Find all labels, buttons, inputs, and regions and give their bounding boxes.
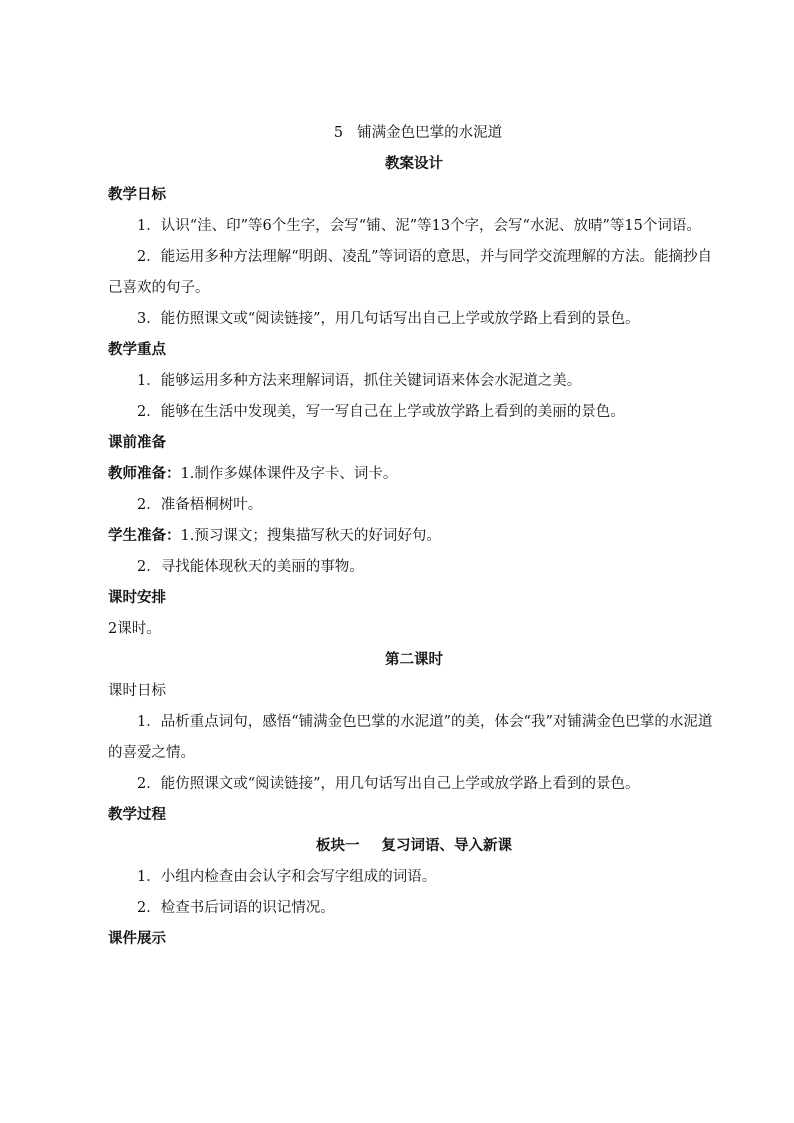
section-heading-courseware: 课件展示 — [108, 931, 166, 947]
document-subtitle: 教案设计 — [385, 156, 443, 172]
lesson-goal-item-1: 1．品析重点词句，感悟“铺满金色巴掌的水泥道”的美，体会“我”对铺满金色巴掌的水泥道的喜爱之情。 — [108, 714, 713, 761]
teacher-prep-line — [108, 459, 720, 490]
section-heading-key-points: 教学重点 — [108, 342, 166, 358]
key-point-item-1: 1．能够运用多种方法来理解词语，抓住关键词语来体会水泥道之美。 — [137, 373, 582, 389]
teacher-prep-item-1: 1.制作多媒体课件及字卡、词卡。 — [180, 466, 398, 482]
section-heading-schedule: 课时安排 — [108, 590, 166, 606]
process-item-1: 1．小组内检查由会认字和会写字组成的词语。 — [137, 869, 437, 885]
student-prep-line — [108, 521, 720, 552]
document-content — [108, 118, 720, 955]
goal-item-3: 3．能仿照课文或“阅读链接”，用几句话写出自己上学或放学路上看到的景色。 — [137, 311, 640, 327]
section-heading-goals: 教学日标 — [108, 187, 166, 203]
block-one-title: 复习词语、导入新课 — [381, 838, 512, 854]
process-item-2: 2．检查书后词语的识记情况。 — [137, 900, 335, 916]
teacher-prep-item-2: 2．准备梧桐树叶。 — [137, 497, 263, 513]
lesson-title-text: 铺满金色巴掌的水泥道 — [357, 125, 503, 141]
section-heading-prep: 课前准备 — [108, 435, 166, 451]
student-prep-item-2: 2．寻找能体现秋天的美丽的事物。 — [137, 559, 364, 575]
lesson-number: 5 — [333, 125, 344, 141]
student-prep-label: 学生准备： — [108, 528, 181, 544]
section-heading-lesson-goals: 课时日标 — [108, 683, 166, 699]
student-prep-item-1: 1.预习课文；搜集描写秋天的好词好句。 — [180, 528, 441, 544]
lesson-heading: 第二课时 — [385, 652, 443, 668]
lesson-title — [108, 118, 720, 149]
teacher-prep-label: 教师准备： — [108, 466, 181, 482]
goal-item-1: 1．认识“洼、印”等6个生字，会写“铺、泥”等13个字，会写“水泥、放晴”等15个词语。 — [137, 218, 701, 234]
block-one-label: 板块一 — [316, 838, 360, 854]
section-heading-process: 教学过程 — [108, 807, 166, 823]
block-one-heading — [108, 831, 720, 862]
lesson-goal-item-2: 2．能仿照课文或“阅读链接”，用几句话写出自己上学或放学路上看到的景色。 — [137, 776, 640, 792]
key-point-item-2: 2．能够在生活中发现美，写一写自己在上学或放学路上看到的美丽的景色。 — [137, 404, 625, 420]
schedule-text: 2课时。 — [108, 621, 161, 637]
goal-item-2: 2．能运用多种方法理解“明朗、凌乱”等词语的意思，并与同学交流理解的方法。能摘抄自己喜欢的句子。 — [108, 249, 713, 296]
